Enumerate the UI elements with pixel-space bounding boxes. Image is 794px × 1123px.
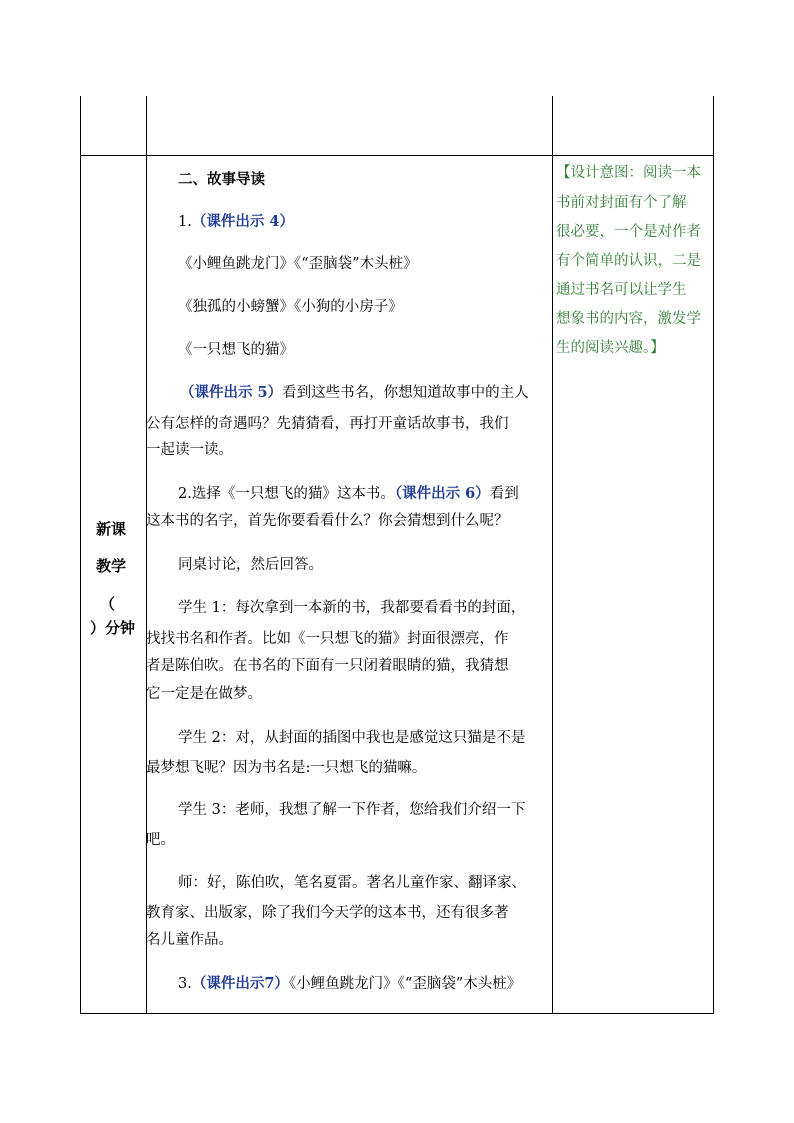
paragraph-2-line-2: 这本书的名字，首先你要看看什么？你会猜想到什么呢？: [146, 513, 509, 529]
table-border-left: [80, 96, 81, 1014]
paragraph-7-line-2: 教育家、出版家，除了我们今天学的这本书，还有很多著: [146, 905, 509, 921]
paragraph-1-line-1: [180, 383, 529, 403]
paragraph-7-line-1: 师：好，陈伯吹，笔名夏雷。著名儿童作家、翻译家、: [178, 875, 526, 891]
item-1-courseware-tag: （课件出示 4）: [191, 213, 294, 230]
design-intent-line-4: 有个简单的认识，二是: [556, 253, 701, 269]
design-intent-line-7: 生的阅读兴趣。】: [556, 340, 665, 356]
paragraph-4-line-1: 学生 1：每次拿到一本新的书，我都要看看书的封面，: [178, 600, 526, 616]
book-list-line-2: 《独孤的小螃蟹》《小狗的小房子》: [178, 299, 403, 315]
design-intent-line-3: 很必要，一个是对作者: [556, 224, 701, 240]
paragraph-2-text-b: 看到: [489, 486, 519, 502]
design-intent-line-6: 想象书的内容，激发学: [556, 311, 701, 327]
paragraph-4-line-2: 找找书名和作者。比如《一只想飞的猫》封面很漂亮，作: [146, 631, 509, 647]
item-1-number: 1.: [178, 214, 192, 230]
paragraph-2-courseware-tag: （课件出示 6）: [394, 485, 490, 502]
paragraph-1-courseware-tag: （课件出示 5）: [180, 384, 283, 401]
design-intent-line-5: 通过书名可以让学生: [556, 282, 687, 298]
table-divider-1: [146, 96, 147, 1014]
design-intent-line-1: 【设计意图：阅读一本: [556, 165, 701, 181]
item-1: [178, 212, 294, 232]
paragraph-7-line-3: 名儿童作品。: [146, 932, 233, 948]
table-row-divider: [80, 155, 714, 156]
paragraph-1-line-3: 一起读一读。: [146, 442, 233, 458]
section-heading: 二、故事导读: [178, 171, 265, 188]
paragraph-6-line-1: 学生 3：老师，我想了解一下作者，您给我们介绍一下: [178, 802, 526, 818]
paragraph-1-line-2: 公有怎样的奇遇吗？先猜猜看，再打开童话故事书，我们: [146, 416, 509, 432]
paragraph-4-line-3: 者是陈伯吹。在书名的下面有一只闭着眼睛的猫，我猜想: [146, 658, 509, 674]
table-border-right: [713, 96, 714, 1014]
item-3: [178, 974, 521, 994]
paragraph-2-line-1: [178, 484, 519, 504]
book-list-line-3: 《一只想飞的猫》: [178, 342, 294, 358]
section-label-1: 新课: [96, 520, 127, 538]
table-border-bottom: [80, 1013, 714, 1014]
paragraph-6-line-2: 吧。: [146, 832, 175, 848]
item-3-courseware-tag: （课件出示7）: [191, 975, 289, 992]
book-list-line-1: 《小鲤鱼跳龙门》《“歪脑袋”木头桩》: [178, 256, 418, 272]
section-label-minutes: ）分钟: [90, 619, 136, 637]
paragraph-1-text: 看到这些书名，你想知道故事中的主人: [282, 385, 529, 401]
paragraph-3: 同桌讨论，然后回答。: [178, 557, 323, 573]
paragraph-4-line-4: 它一定是在做梦。: [146, 686, 262, 702]
section-label-paren: （: [100, 595, 116, 613]
paragraph-2-text-a: 2.选择《一只想飞的猫》这本书。: [178, 486, 395, 502]
paragraph-5-line-2: 最梦想飞呢？因为书名是:一只想飞的猫嘛。: [146, 760, 427, 776]
section-label-2: 教学: [96, 557, 127, 575]
paragraph-5-line-1: 学生 2：对，从封面的插图中我也是感觉这只猫是不是: [178, 730, 526, 746]
item-3-text: 《小鲤鱼跳龙门》《“歪脑袋”木头桩》: [288, 976, 522, 992]
table-divider-2: [552, 96, 553, 1014]
item-3-number: 3.: [178, 976, 192, 992]
design-intent-line-2: 书前对封面有个了解: [556, 195, 687, 211]
